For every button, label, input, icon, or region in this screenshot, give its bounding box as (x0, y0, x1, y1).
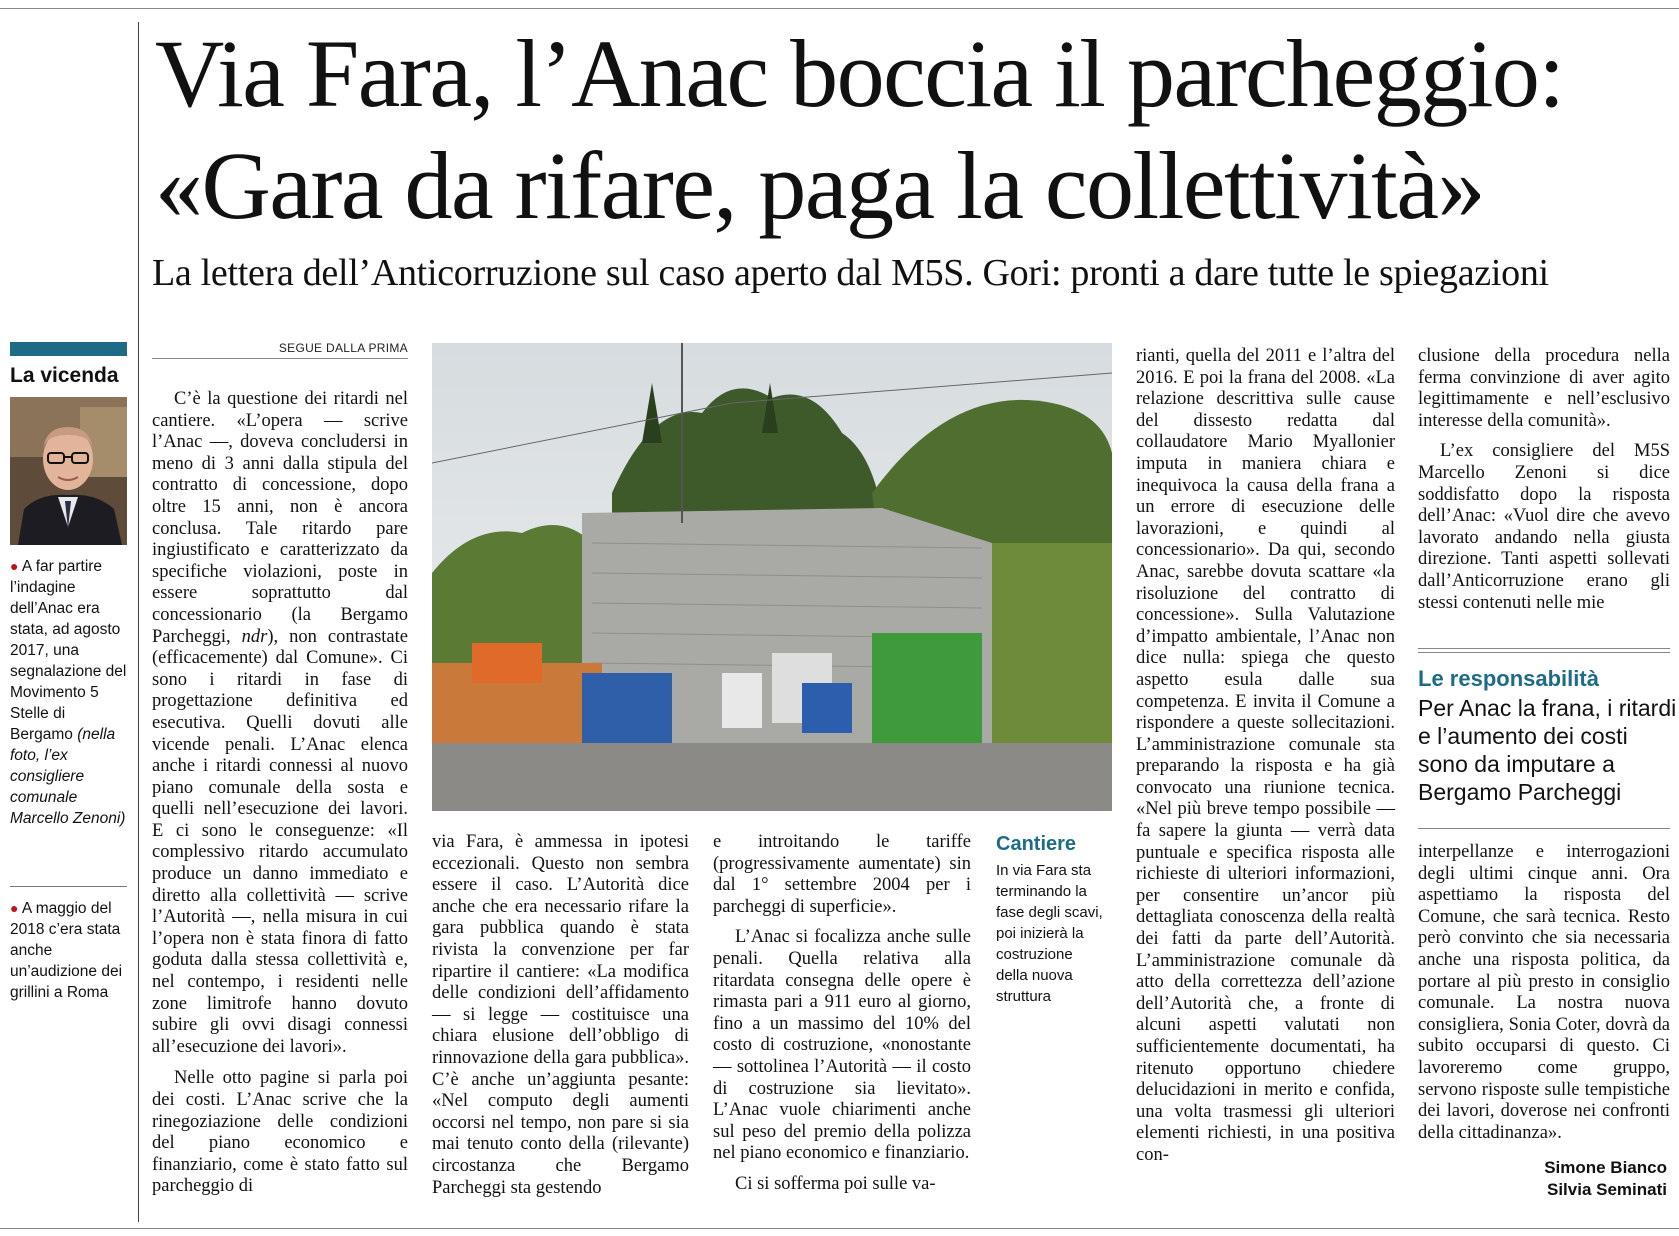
sidebar-note-1 (10, 556, 128, 829)
byline-author-1: Simone Bianco (1544, 1158, 1667, 1177)
sidebar-note-2-text: A maggio del 2018 c’era stata anche un’audizione dei grillini a Roma (10, 900, 123, 1001)
column-4 (1136, 346, 1395, 1167)
column-3-paragraph-1: e introitando le tariffe (progressivamente aumentate) sin dal 1° settembre 2004 per i parcheggi di superficie». (713, 832, 971, 917)
portrait-image (10, 397, 127, 545)
sidebar-note-1-italic: (nella foto, l’ex consigliere comunale Marcello Zenoni) (10, 726, 126, 827)
top-rule (0, 8, 1679, 9)
column-1-paragraph-1: C’è la questione dei ritardi nel cantiere. «L’opera — scrive l’Anac —, doveva concludersi in meno di 3 anni dalla stipula del contratto di concessione, dopo oltre 15 anni, non è ancora conclusa. Tale ritardo pare ingiustificato e caratterizzato da specifiche violazioni, poste in essere soprattutto dal concessionario (la Bergamo Parcheggi, ndr), non contrastate (efficacemente) dal Comune». Ci sono i ritardi in fase di progettazione definitiva ed esecutiva. Quelli dovuti alle vicende penali. L’Anac elenca anche i ritardi connessi al nuovo piano comunale della sosta e quelli nell’esecuzione dei lavori. E ci sono le conseguenze: «Il complessivo ritardo accumulato produce un danno immediato e diretto alla collettività — scrive l’Autorità —, nella misura in cui l’opera non è stata finora di fatto goduta dalla stessa collettività e, nel contempo, i residenti nelle zone limitrofe hanno dovuto subire gli ovvi disagi connessi all’esecuzione dei lavori». (152, 389, 408, 1057)
column-2 (432, 832, 689, 1199)
headline (155, 18, 1675, 242)
responsibility-box-text: Per Anac la frana, i ritardi e l’aumento dei costi sono da imputare a Bergamo Parcheggi (1418, 695, 1677, 805)
portrait-photo (10, 397, 127, 545)
column-3-paragraph-3: Ci si sofferma poi sulle va- (735, 1173, 936, 1194)
sidebar-note-1-text: A far partire l’indagine dell’Anac era stata, ad agosto 2017, una segnalazione del Movimento 5 Stelle di Bergamo (10, 558, 127, 743)
column-5-top (1418, 346, 1670, 614)
photo-caption-title: Cantiere (996, 833, 1077, 855)
column-5-paragraph-1: clusione della procedura nella ferma convinzione di aver agito legittimamente e nell’esclusivo interesse della comunità». (1418, 346, 1670, 431)
column-4-paragraph-1: rianti, quella del 2011 e l’altra del 2016. E poi la frana del 2008. «La relazione descrittiva sulle cause del dissesto redatta dal collaudatore Mario Myallonier imputa in maniera chiara e inequivoca la causa della frana a un errore di esecuzione delle lavorazioni, e quindi al concessionario». Da qui, secondo Anac, sarebbe dovuta scattare «la risoluzione del contratto di concessione». Sulla Valutazione d’impatto ambientale, l’Anac non dice nulla: spiega che questo aspetto esula dalle sua competenza. E invita il Comune a rispondere a queste sollecitazioni. L’amministrazione comunale sta preparando la risposta e ha già convocato una riunione tecnica. «Nel più breve tempo possibile — fa sapere la giunta — verrà data puntuale e specifica risposta alle richieste di ulteriori informazioni, per consentire un’ancor più dettagliata conoscenza della realtà dei fatti da parte dell’Autorità. L’amministrazione comunale dà atto della correttezza dell’azione dell’Autorità che, a fronte di alcuni aspetti valutati non sufficientemente documentati, ha ritenuto opportuno chiedere delucidazioni in merito e confida, una volta trasmessi gli ulteriori elementi richiesti, in una positiva con- (1136, 346, 1395, 1165)
column-1-paragraph-2: Nelle otto pagine si parla poi dei costi. L’Anac scrive che la rinegoziazione delle condizioni del piano economico e finanziario, come è stato fatto sul parcheggio di (152, 1068, 408, 1197)
bottom-rule (0, 1228, 1679, 1229)
photo-caption-text: In via Fara sta terminando la fase degli scavi, poi inizierà la costruzione della nuova struttura (996, 862, 1103, 1005)
headline-line-2: «Gara da rifare, paga la collettività» (155, 132, 1484, 239)
column-5-paragraph-2: L’ex consigliere del M5S Marcello Zenoni si dice soddisfatto dopo la risposta dell’Anac: «Vuol dire che avevo lavorato andando nella giusta direzione. Tanti aspetti sollevati dall’Anticorruzione erano gli stessi contenuti nelle mie (1418, 441, 1670, 613)
column-5-bottom (1418, 842, 1670, 1144)
column-3 (713, 832, 971, 1196)
box-rule-bottom (1418, 828, 1670, 829)
box-rule-top (1418, 648, 1670, 649)
sidebar-accent-bar (10, 342, 127, 356)
left-column-rule (138, 22, 139, 1222)
construction-site-photo (432, 343, 1112, 811)
kicker: SEGUE DALLA PRIMA (152, 341, 408, 359)
column-3-paragraph-2: L’Anac si focalizza anche sulle penali. Quella relativa alla ritardata consegna delle opere è rimasta pari a 911 euro al giorno, fino a un massimo del 10% del costo di costruzione, «nonostante — sottolinea l’Autorità — il costo di costruzione sia lievitato». L’Anac vuole chiarimenti anche sul peso del premio della polizza nel piano economico e finanziario. (713, 927, 971, 1164)
sidebar-title: La vicenda (10, 364, 119, 387)
sidebar-note-2 (10, 898, 128, 1003)
column-5-paragraph-3: interpellanze e interrogazioni degli ultimi cinque anni. Ora aspettiamo la risposta del Comune, che sarà tecnica. Resto però convinto che sia necessaria anche una risposta politica, da portare al più presto in consiglio comunale. La nostra nuova consigliera, Sonia Coter, dovrà da subito occuparsi di questo. Ci lavoreremo come gruppo, servono risposte sulle tempistiche dei lavori, doverose nei confronti della cittadinanza». (1418, 842, 1670, 1143)
subheadline: La lettera dell’Anticorruzione sul caso aperto dal M5S. Gori: pronti a dare tutte le spiegazioni (152, 252, 1549, 294)
byline-author-2: Silvia Seminati (1547, 1180, 1667, 1199)
column-1 (152, 389, 408, 1198)
column-2-paragraph-1: via Fara, è ammessa in ipotesi eccezionali. Questo non sembra essere il caso. L’Autorità dice anche che era necessario rifare la gara pubblica quando è stata rivista la convenzione per far ripartire il cantiere: «La modifica delle condizioni dell’affidamento — si legge — costituisce una chiara elusione dell’obbligo di rinnovazione della gara pubblica». C’è anche un’aggiunta pesante: «Nel computo degli aumenti occorsi nel tempo, non pare si sia mai tenuto conto della (rilevante) circostanza che Bergamo Parcheggi sta gestendo (432, 832, 689, 1198)
bullet-dot-icon: ● (10, 558, 19, 574)
sidebar-divider (10, 886, 127, 887)
box-rule-top-2 (1418, 652, 1670, 653)
construction-site-image (432, 343, 1112, 811)
responsibility-box-title: Le responsabilità (1418, 666, 1599, 691)
headline-line-1: Via Fara, l’Anac boccia il parcheggio: (155, 20, 1564, 127)
bullet-dot-icon: ● (10, 900, 19, 916)
